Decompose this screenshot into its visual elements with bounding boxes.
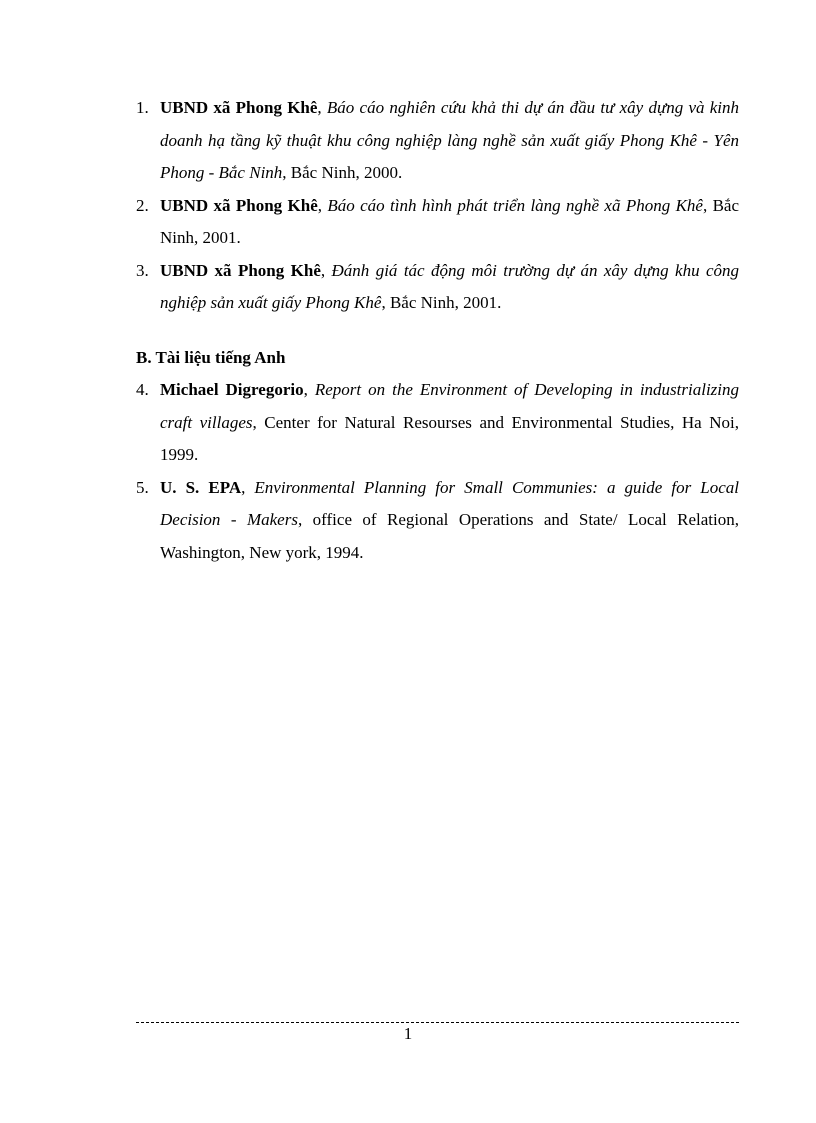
section-heading: B. Tài liệu tiếng Anh [136, 347, 286, 367]
reference-author: Michael Digregorio [160, 380, 304, 399]
reference-number: 1. [136, 98, 149, 117]
reference-text: U. S. EPA, Environmental Planning for Small Communies: a guide for Local Decision - Makers, office of Regional Operations and State/ Local Relation, Washington, New york, 1994. [160, 477, 740, 562]
reference-details: , Bắc Ninh, 2001. [381, 293, 502, 312]
reference-details: , Bắc Ninh, 2000. [282, 163, 403, 182]
reference-author: UBND xã Phong Khê [160, 195, 318, 215]
reference-author: U. S. EPA [160, 477, 242, 497]
reference-details: , Center for Natural Resourses and Environmental Studies, Ha Noi, 1999. [160, 412, 739, 464]
reference-author: UBND xã Phong Khê [160, 260, 321, 280]
reference-item [136, 190, 739, 255]
reference-text: UBND xã Phong Khê, Báo cáo tình hình phát triển làng nghề xã Phong Khê, Bắc Ninh, 2001. [160, 195, 740, 247]
reference-text: UBND xã Phong Khê, Đánh giá tác động môi trường dự án xây dựng khu công nghiệp sản xuất giấy Phong Khê, Bắc Ninh, 2001. [160, 260, 740, 312]
reference-item [136, 92, 739, 190]
reference-text: UBND xã Phong Khê, Báo cáo nghiên cứu khả thi dự án đầu tư xây dựng và kinh doanh hạ tầng kỹ thuật khu công nghiệp làng nghề sản xuất giấy Phong Khê - Yên Phong - Bắc Ninh, Bắc Ninh, 2000. [160, 98, 740, 182]
reference-number: 4. [136, 380, 149, 399]
reference-details: , office of Regional Operations and State/ Local Relation, Washington, New york, 1994. [160, 510, 740, 562]
reference-number: 2. [136, 195, 149, 215]
reference-title: Environmental Planning for Small Communies: a guide for Local Decision - Makers [160, 477, 739, 529]
reference-list [136, 92, 739, 569]
reference-title: Đánh giá tác động môi trường dự án xây dựng khu công nghiệp sản xuất giấy Phong Khê [160, 260, 740, 312]
reference-title: Báo cáo tình hình phát triển làng nghề xã Phong Khê [327, 195, 703, 215]
reference-title: Báo cáo nghiên cứu khả thi dự án đầu tư xây dựng và kinh doanh hạ tầng kỹ thuật khu công nghiệp làng nghề sản xuất giấy Phong Khê - Yên Phong - Bắc Ninh [160, 98, 740, 182]
footer-divider [136, 1022, 739, 1023]
reference-details: , Bắc Ninh, 2001. [160, 195, 740, 247]
reference-number: 5. [136, 477, 149, 497]
page-number: 1 [403, 1024, 413, 1043]
reference-author: UBND xã Phong Khê [160, 98, 318, 117]
reference-title: Report on the Environment of Developing in industrializing craft villages [160, 380, 740, 432]
reference-item [136, 472, 739, 570]
reference-text: Michael Digregorio, Report on the Environment of Developing in industrializing craft villages, Center for Natural Resourses and Environmental Studies, Ha Noi, 1999. [160, 380, 740, 464]
reference-item [136, 255, 739, 320]
reference-number: 3. [136, 260, 149, 280]
reference-item [136, 374, 739, 472]
